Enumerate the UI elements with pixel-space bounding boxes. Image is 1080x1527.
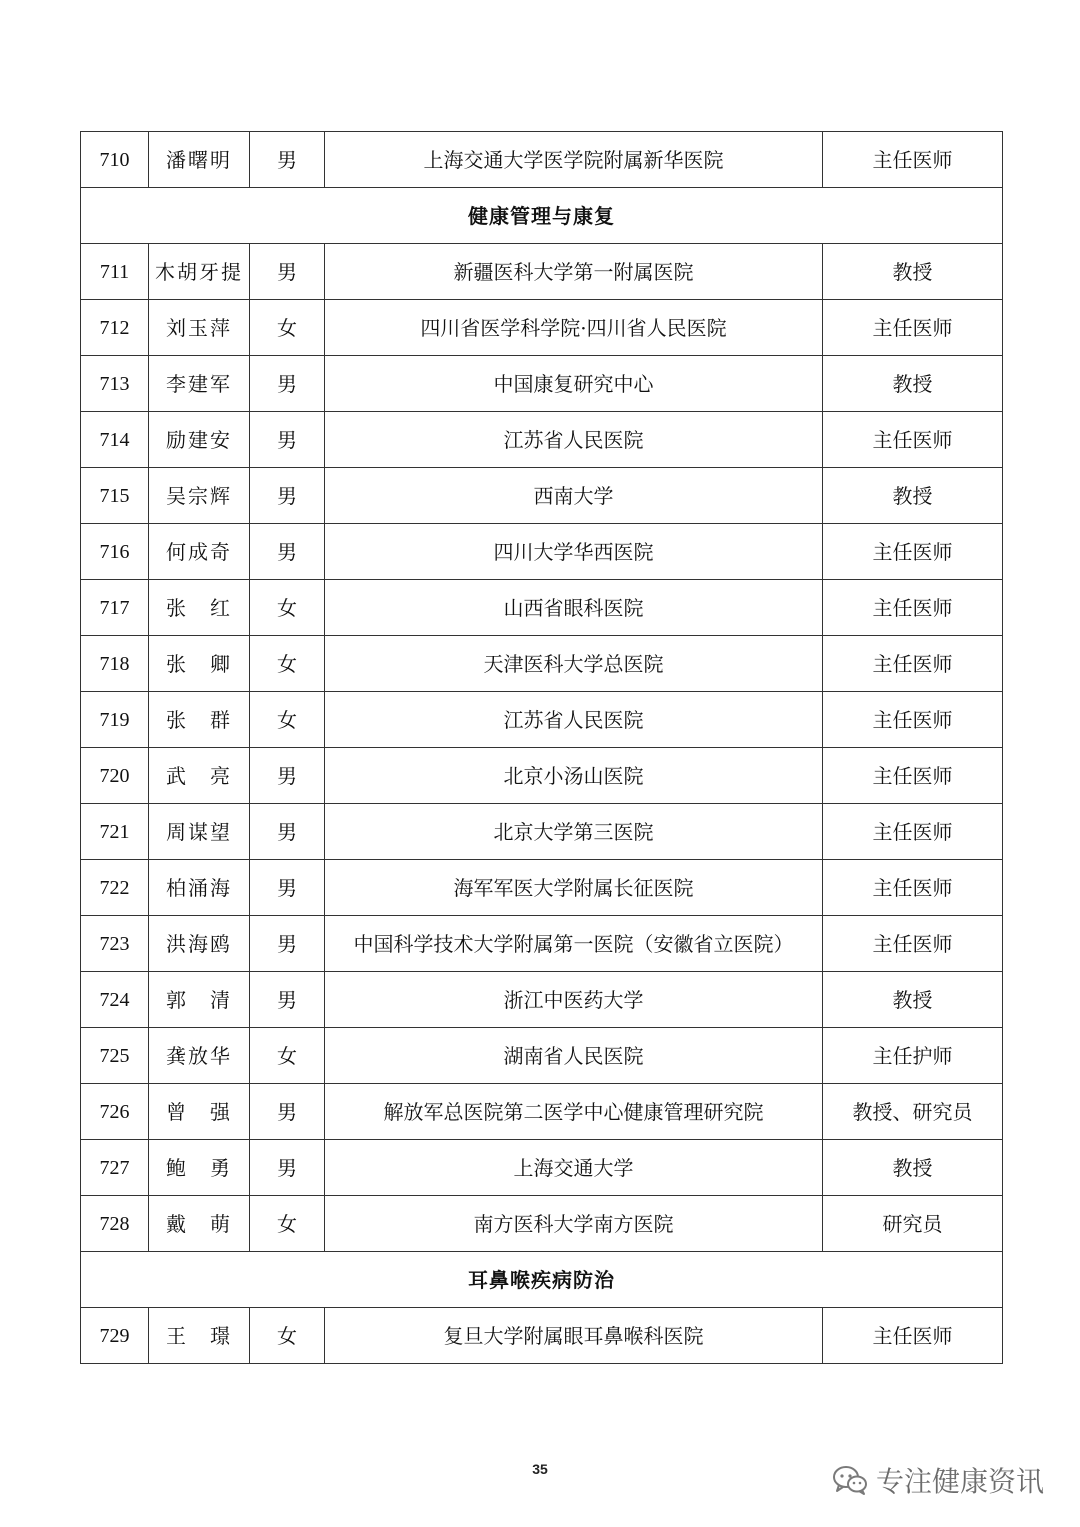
table-row <box>81 244 1003 300</box>
person-name: 潘曙明 <box>149 132 250 188</box>
title-cell: 主任医师 <box>823 524 1003 580</box>
title-cell: 主任医师 <box>823 1308 1003 1364</box>
person-name: 励建安 <box>149 412 250 468</box>
organization-cell: 湖南省人民医院 <box>325 1028 823 1084</box>
person-name: 张 群 <box>149 692 250 748</box>
gender-cell: 男 <box>250 1084 325 1140</box>
gender-cell: 男 <box>250 748 325 804</box>
table-row <box>81 356 1003 412</box>
row-number: 717 <box>81 580 149 636</box>
row-number: 718 <box>81 636 149 692</box>
wechat-icon <box>832 1464 868 1496</box>
person-name: 何成奇 <box>149 524 250 580</box>
table-row <box>81 860 1003 916</box>
title-cell: 主任医师 <box>823 132 1003 188</box>
organization-cell: 中国康复研究中心 <box>325 356 823 412</box>
row-number: 716 <box>81 524 149 580</box>
title-cell: 主任医师 <box>823 412 1003 468</box>
table-row <box>81 916 1003 972</box>
title-cell: 教授 <box>823 356 1003 412</box>
person-name: 柏涌海 <box>149 860 250 916</box>
organization-cell: 解放军总医院第二医学中心健康管理研究院 <box>325 1084 823 1140</box>
gender-cell: 男 <box>250 412 325 468</box>
section-header-row <box>81 188 1003 244</box>
person-name: 郭 清 <box>149 972 250 1028</box>
watermark <box>832 1460 1044 1500</box>
row-number: 711 <box>81 244 149 300</box>
table-row <box>81 580 1003 636</box>
person-name: 张 卿 <box>149 636 250 692</box>
gender-cell: 男 <box>250 244 325 300</box>
table-row <box>81 748 1003 804</box>
title-cell: 主任医师 <box>823 860 1003 916</box>
row-number: 715 <box>81 468 149 524</box>
row-number: 713 <box>81 356 149 412</box>
person-name: 吴宗辉 <box>149 468 250 524</box>
title-cell: 教授、研究员 <box>823 1084 1003 1140</box>
person-name: 龚放华 <box>149 1028 250 1084</box>
organization-cell: 浙江中医药大学 <box>325 972 823 1028</box>
person-name: 周谋望 <box>149 804 250 860</box>
gender-cell: 女 <box>250 692 325 748</box>
organization-cell: 天津医科大学总医院 <box>325 636 823 692</box>
table-row <box>81 1084 1003 1140</box>
gender-cell: 女 <box>250 1196 325 1252</box>
title-cell: 主任医师 <box>823 636 1003 692</box>
row-number: 710 <box>81 132 149 188</box>
organization-cell: 南方医科大学南方医院 <box>325 1196 823 1252</box>
organization-cell: 江苏省人民医院 <box>325 412 823 468</box>
person-name: 张 红 <box>149 580 250 636</box>
title-cell: 主任护师 <box>823 1028 1003 1084</box>
organization-cell: 北京大学第三医院 <box>325 804 823 860</box>
title-cell: 教授 <box>823 972 1003 1028</box>
roster-table <box>80 131 1003 1364</box>
gender-cell: 男 <box>250 972 325 1028</box>
title-cell: 主任医师 <box>823 300 1003 356</box>
gender-cell: 女 <box>250 300 325 356</box>
organization-cell: 海军军医大学附属长征医院 <box>325 860 823 916</box>
title-cell: 主任医师 <box>823 692 1003 748</box>
row-number: 726 <box>81 1084 149 1140</box>
title-cell: 主任医师 <box>823 804 1003 860</box>
person-name: 曾 强 <box>149 1084 250 1140</box>
gender-cell: 女 <box>250 636 325 692</box>
gender-cell: 男 <box>250 132 325 188</box>
row-number: 722 <box>81 860 149 916</box>
gender-cell: 男 <box>250 524 325 580</box>
table-row <box>81 468 1003 524</box>
gender-cell: 男 <box>250 804 325 860</box>
row-number: 721 <box>81 804 149 860</box>
person-name: 李建军 <box>149 356 250 412</box>
title-cell: 主任医师 <box>823 580 1003 636</box>
gender-cell: 女 <box>250 580 325 636</box>
organization-cell: 上海交通大学 <box>325 1140 823 1196</box>
section-header-row <box>81 1252 1003 1308</box>
table-row <box>81 1140 1003 1196</box>
gender-cell: 男 <box>250 1140 325 1196</box>
row-number: 719 <box>81 692 149 748</box>
organization-cell: 上海交通大学医学院附属新华医院 <box>325 132 823 188</box>
table-row <box>81 412 1003 468</box>
table-row <box>81 1196 1003 1252</box>
organization-cell: 四川省医学科学院·四川省人民医院 <box>325 300 823 356</box>
person-name: 王 璟 <box>149 1308 250 1364</box>
section-title: 健康管理与康复 <box>81 188 1003 244</box>
row-number: 712 <box>81 300 149 356</box>
table-row <box>81 972 1003 1028</box>
gender-cell: 男 <box>250 916 325 972</box>
organization-cell: 四川大学华西医院 <box>325 524 823 580</box>
table-row <box>81 636 1003 692</box>
row-number: 729 <box>81 1308 149 1364</box>
organization-cell: 北京小汤山医院 <box>325 748 823 804</box>
page-number: 35 <box>532 1461 548 1477</box>
title-cell: 主任医师 <box>823 916 1003 972</box>
organization-cell: 江苏省人民医院 <box>325 692 823 748</box>
row-number: 720 <box>81 748 149 804</box>
row-number: 714 <box>81 412 149 468</box>
table-row <box>81 524 1003 580</box>
gender-cell: 男 <box>250 468 325 524</box>
gender-cell: 女 <box>250 1308 325 1364</box>
person-name: 洪海鸥 <box>149 916 250 972</box>
title-cell: 教授 <box>823 244 1003 300</box>
organization-cell: 新疆医科大学第一附属医院 <box>325 244 823 300</box>
gender-cell: 男 <box>250 356 325 412</box>
person-name: 鲍 勇 <box>149 1140 250 1196</box>
table-row <box>81 692 1003 748</box>
organization-cell: 山西省眼科医院 <box>325 580 823 636</box>
organization-cell: 中国科学技术大学附属第一医院（安徽省立医院） <box>325 916 823 972</box>
gender-cell: 女 <box>250 1028 325 1084</box>
person-name: 木胡牙提 <box>149 244 250 300</box>
table-row <box>81 1308 1003 1364</box>
roster-body <box>81 132 1003 1364</box>
watermark-text: 专注健康资讯 <box>875 1465 1044 1498</box>
person-name: 刘玉萍 <box>149 300 250 356</box>
table-row <box>81 300 1003 356</box>
organization-cell: 西南大学 <box>325 468 823 524</box>
row-number: 727 <box>81 1140 149 1196</box>
table-row <box>81 804 1003 860</box>
table-row <box>81 1028 1003 1084</box>
title-cell: 主任医师 <box>823 748 1003 804</box>
table-row <box>81 132 1003 188</box>
person-name: 武 亮 <box>149 748 250 804</box>
title-cell: 教授 <box>823 468 1003 524</box>
gender-cell: 男 <box>250 860 325 916</box>
title-cell: 教授 <box>823 1140 1003 1196</box>
person-name: 戴 萌 <box>149 1196 250 1252</box>
title-cell: 研究员 <box>823 1196 1003 1252</box>
section-title: 耳鼻喉疾病防治 <box>81 1252 1003 1308</box>
row-number: 725 <box>81 1028 149 1084</box>
organization-cell: 复旦大学附属眼耳鼻喉科医院 <box>325 1308 823 1364</box>
row-number: 728 <box>81 1196 149 1252</box>
row-number: 724 <box>81 972 149 1028</box>
row-number: 723 <box>81 916 149 972</box>
